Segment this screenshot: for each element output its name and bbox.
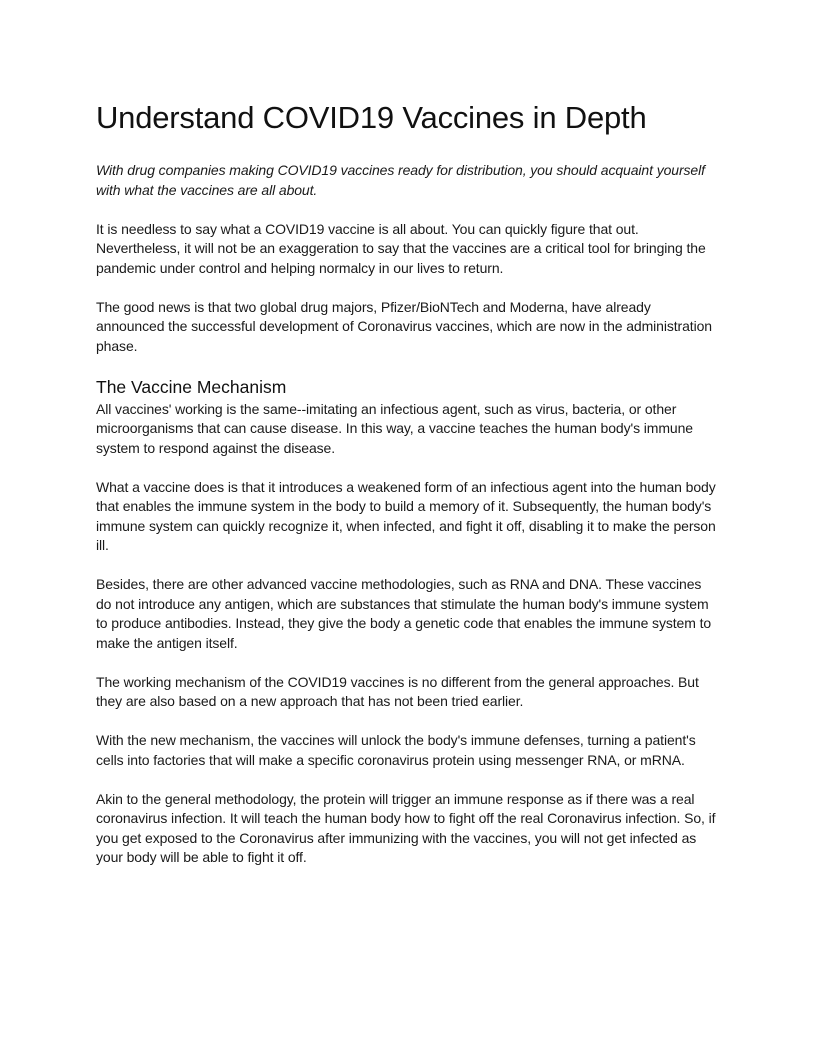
section-paragraph: Besides, there are other advanced vaccine methodologies, such as RNA and DNA. These vaccines do not introduce any antigen, which are substances that stimulate the human body's immune system to produce antibodies. Instead, they give the body a genetic code that enables the immune system to make the antigen itself.	[96, 576, 712, 651]
section-paragraph: With the new mechanism, the vaccines will unlock the body's immune defenses, turning a patient's cells into factories that will make a specific coronavirus protein using messenger RNA, or mRNA.	[96, 732, 696, 768]
section-paragraph: Akin to the general methodology, the protein will trigger an immune response as if there was a real coronavirus infection. It will teach the human body how to fight off the real Coronavirus infection. So, if you get exposed to the Coronavirus after immunizing with the vaccines, you will not get infected as your body will be able to fight it off.	[96, 790, 716, 865]
section-heading: The Vaccine Mechanism	[96, 376, 287, 397]
body-paragraph: It is needless to say what a COVID19 vaccine is all about. You can quickly figure that out. Nevertheless, it will not be an exaggeration to say that the vaccines are a critical tool for bringing the pandemic under control and helping normalcy in our lives to return.	[96, 220, 706, 276]
intro-paragraph: With drug companies making COVID19 vaccines ready for distribution, you should acquaint yourself with what the vaccines are all about.	[96, 162, 705, 198]
section-paragraph: What a vaccine does is that it introduces a weakened form of an infectious agent into the human body that enables the immune system in the body to build a memory of it. Subsequently, the human body's immune system can quickly recognize it, when infected, and fight it off, disabling it to make the person ill.	[96, 478, 716, 553]
section-paragraph: The working mechanism of the COVID19 vaccines is no different from the general approaches. But they are also based on a new approach that has not been tried earlier.	[96, 673, 699, 709]
document-page	[96, 98, 720, 887]
body-paragraph: The good news is that two global drug majors, Pfizer/BioNTech and Moderna, have already announced the successful development of Coronavirus vaccines, which are now in the administration phase.	[96, 298, 712, 354]
section-paragraph: All vaccines' working is the same--imitating an infectious agent, such as virus, bacteria, or other microorganisms that can cause disease. In this way, a vaccine teaches the human body's immune system to respond against the disease.	[96, 400, 693, 456]
page-title: Understand COVID19 Vaccines in Depth	[96, 100, 647, 135]
